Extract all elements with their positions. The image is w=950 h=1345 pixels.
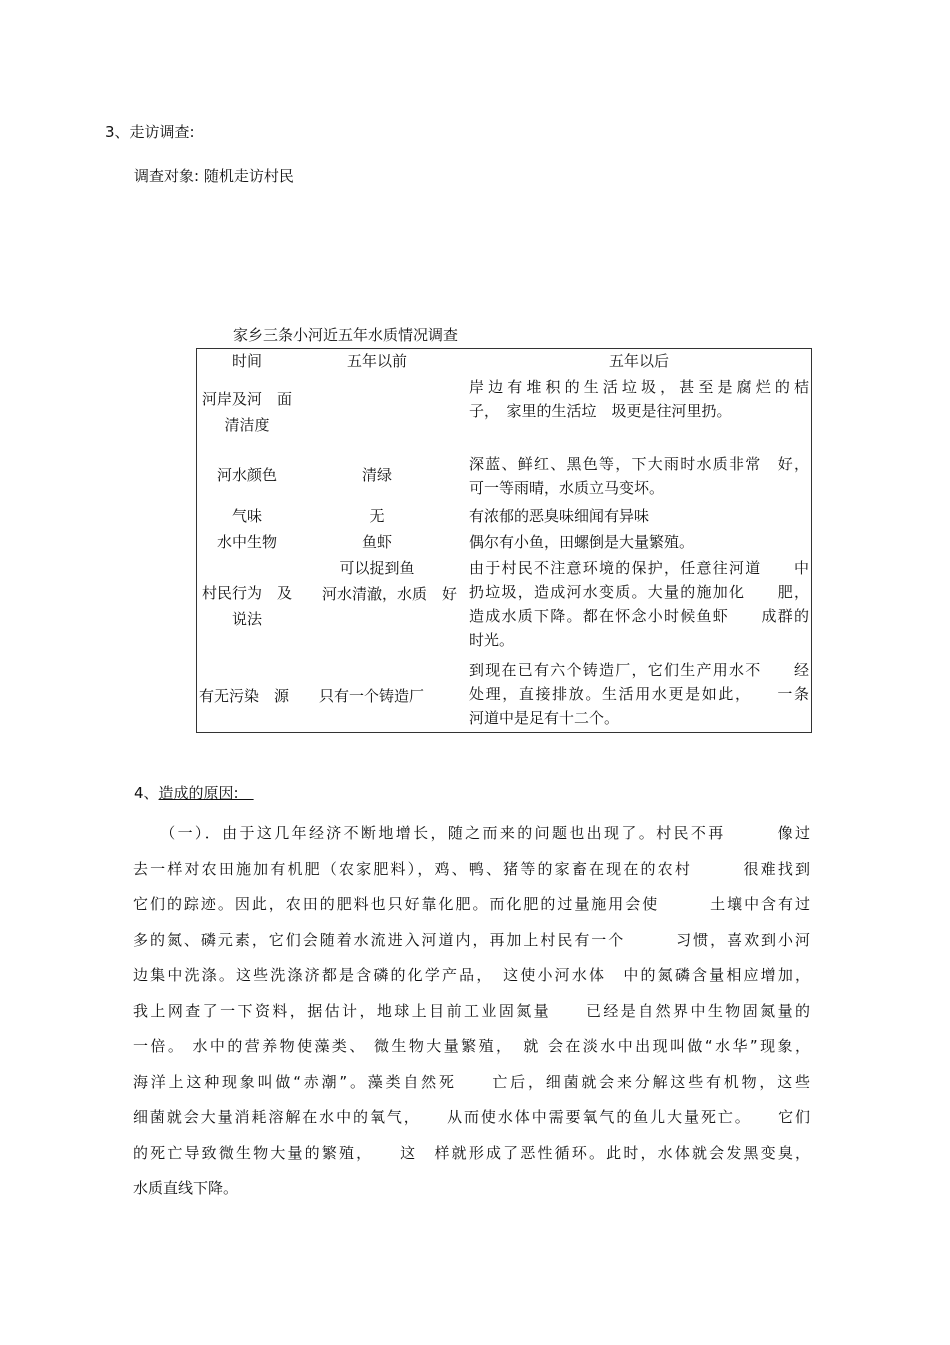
table-caption: 家乡三条小河近五年水质情况调查 — [233, 326, 459, 344]
paragraph-line: 水质直线下降。 — [133, 1179, 239, 1197]
table-row-after: 有浓郁的恶臭味细闻有异味 — [469, 507, 650, 525]
table-header-time: 时间 — [231, 352, 262, 370]
table-header-before: 五年以前 — [346, 352, 407, 370]
table-row-item: 河岸及河 面 清洁度 — [201, 390, 292, 434]
table-header-after: 五年以后 — [608, 352, 669, 370]
paragraph-line: 我上网查了一下资料，据估计，地球上目前工业固氮量 已经是自然界中生物固氮量的 — [133, 1001, 810, 1020]
table-row-after: 深蓝、鲜红、黑色等，下大雨时水质非常 好， 可一等雨晴，水质立马变坏。 — [469, 455, 809, 497]
table-row-before: 清绿 — [361, 466, 392, 484]
table-row-after: 由于村民不注意环境的保护，任意往河道 中 扔垃圾，造成河水变质。大量的施加化 肥， 造成水质下降。都在怀念小时候鱼虾 成群的 时光。 — [469, 559, 809, 649]
section-4-heading — [134, 782, 254, 803]
paragraph-line: 它们的踪迹。因此，农田的肥料也只好靠化肥。而化肥的过量施用会使 土壤中含有过 — [133, 895, 810, 913]
table-row-item: 气味 — [231, 507, 262, 525]
survey-target-text: 调查对象: 随机走访村民 — [134, 167, 294, 185]
paragraph-line: 去一样对农田施加有机肥（农家肥料），鸡、鸭、猪等的家畜在现在的农村 很难找到 — [133, 859, 810, 878]
section-3-heading: 3、走访调查: — [105, 123, 195, 141]
table-row-item: 水中生物 — [216, 533, 277, 551]
table-row-item: 有无污染 源 — [199, 687, 290, 705]
paragraph-line: （一）．由于这几年经济不断地增长，随之而来的问题也出现了。村民不再 像过 — [133, 824, 810, 842]
paragraph-line: 多的氮、磷元素，它们会随着水流进入河道内，再加上村民有一个 习惯，喜欢到小河 — [133, 930, 810, 949]
table-row-before: 无 — [369, 507, 385, 525]
table-row-item: 村民行为 及 说法 — [201, 584, 292, 628]
cause-paragraph — [133, 821, 810, 1212]
paragraph-line: 细菌就会大量消耗溶解在水中的氧气， 从而使水体中需要氧气的鱼儿大量死亡。 它们 — [133, 1108, 810, 1126]
paragraph-line: 海洋上这种现象叫做“赤潮”。藻类自然死 亡后，细菌就会来分解这些有机物，这些 — [133, 1072, 810, 1091]
table-row-after: 偶尔有小鱼，田螺倒是大量繁殖。 — [469, 533, 695, 551]
table-row-before: 只有一个铸造厂 — [318, 687, 424, 705]
table-row-before: 可以捉到鱼 河水清澈，水质 好 — [321, 559, 457, 603]
paragraph-line: 边集中洗涤。这些洗涤济都是含磷的化学产品， 这使小河水体 中的氮磷含量相应增加， — [133, 966, 810, 984]
survey-table — [196, 348, 812, 733]
paragraph-line: 一倍。 水中的营养物使藻类、 微生物大量繁殖， 就 会在淡水中出现叫做“水华”现象， — [133, 1037, 810, 1055]
table-row-after: 到现在已有六个铸造厂，它们生产用水不 经 处理，直接排放。生活用水更是如此， 一条 河道中是足有十二个。 — [469, 661, 809, 727]
table-row-after: 岸边有堆积的生活垃圾，甚至是腐烂的桔 子， 家里的生活垃 圾更是往河里扔。 — [469, 378, 809, 420]
section-4-title: 造成的原因: — [158, 784, 254, 802]
table-row-item: 河水颜色 — [216, 466, 277, 484]
paragraph-line: 的死亡导致微生物大量的繁殖， 这 样就形成了恶性循环。此时，水体就会发黑变臭， — [133, 1143, 810, 1162]
table-row-before: 鱼虾 — [361, 533, 392, 551]
section-4-number: 4、 — [134, 784, 159, 802]
